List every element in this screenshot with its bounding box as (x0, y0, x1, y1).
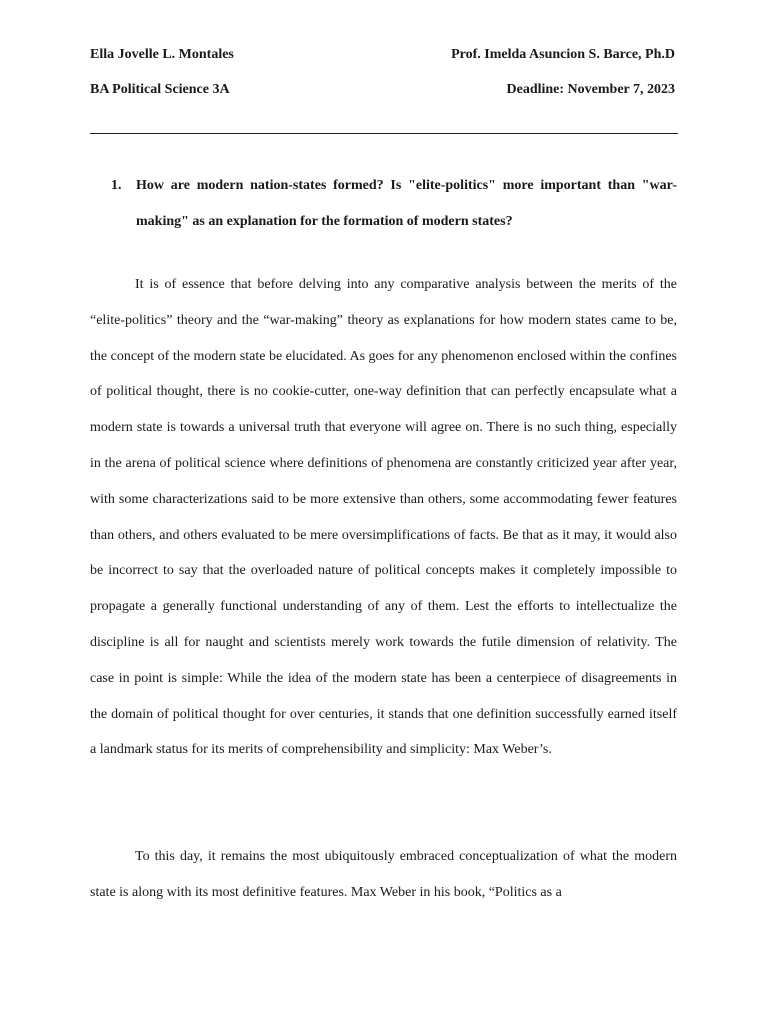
professor-name: Prof. Imelda Asuncion S. Barce, Ph.D (451, 47, 675, 62)
question-text: How are modern nation-states formed? Is "elite-politics" more important than "war-making" as an explanation for the formation of modern states? (136, 178, 677, 229)
body-paragraph-2: To this day, it remains the most ubiquitously embraced conceptualization of what the modern state is along with its most definitive features. Max Weber in his book, “Politics as a (90, 849, 677, 900)
body-paragraph-1: It is of essence that before delving into any comparative analysis between the merits of the “elite-politics” theory and the “war-making” theory as explanations for how modern states came to be, the concept of the modern state be elucidated. As goes for any phenomenon enclosed within the confines of political thought, there is no cookie-cutter, one-way definition that can perfectly encapsulate what a modern state is towards a universal truth that everyone will agree on. There is no such thing, especially in the arena of political science where definitions of phenomena are constantly criticized year after year, with some characterizations said to be more extensive than others, some accommodating fewer features than others, and others evaluated to be mere oversimplifications of facts. Be that as it may, it would also be incorrect to say that the overloaded nature of political concepts makes it completely impossible to propagate a generally functional understanding of any of them. Lest the efforts to intellectualize the discipline is all for naught and scientists merely work towards the futile dimension of relativity. The case in point is simple: While the idea of the modern state has been a centerpiece of disagreements in the domain of political thought for over centuries, it stands that one definition successfully earned itself a landmark status for its merits of comprehensibility and simplicity: Max Weber’s. (90, 277, 677, 758)
header-divider (90, 133, 678, 134)
deadline: Deadline: November 7, 2023 (506, 82, 675, 97)
student-name: Ella Jovelle L. Montales (90, 47, 234, 62)
course-name: BA Political Science 3A (90, 82, 230, 97)
question-item (90, 168, 677, 240)
question-number: 1. (111, 178, 122, 193)
